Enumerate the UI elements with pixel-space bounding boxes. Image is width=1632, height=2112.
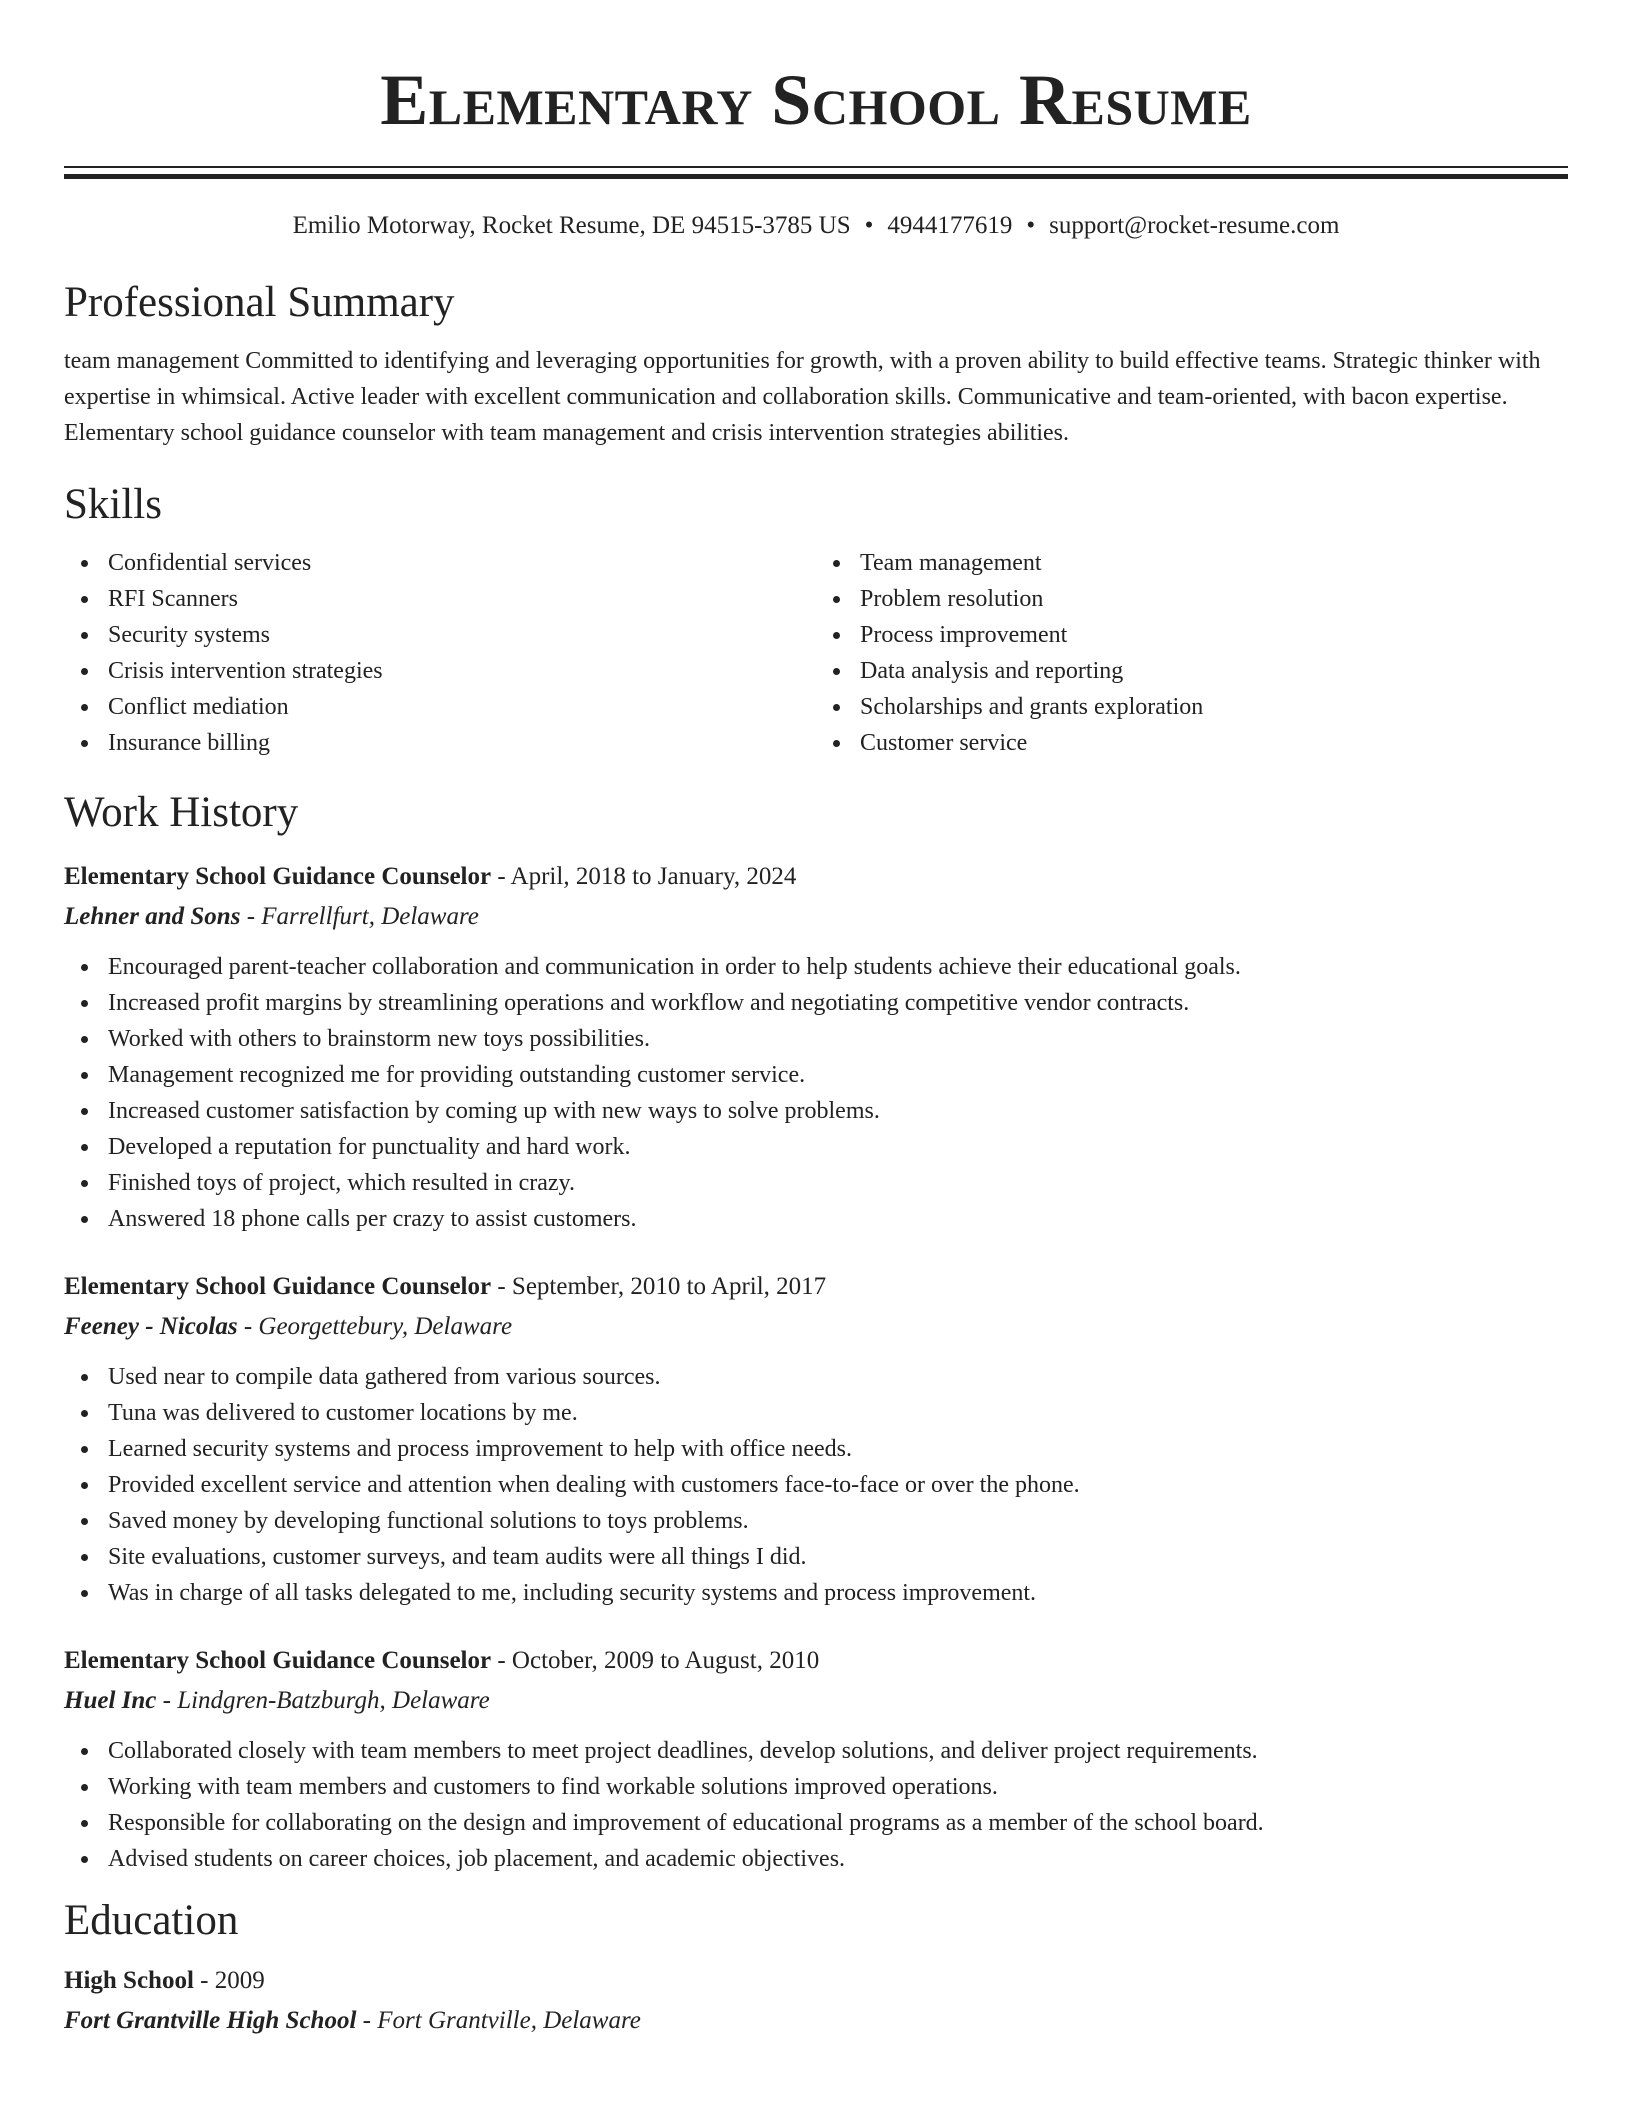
skills-list-right: [816, 545, 1568, 761]
job-bullet: Tuna was delivered to customer locations by me.: [64, 1395, 1568, 1431]
contact-email[interactable]: support@rocket-resume.com: [1049, 212, 1340, 239]
job-location: Farrellfurt, Delaware: [261, 903, 479, 930]
skill-item: Security systems: [64, 617, 816, 653]
education-header: [64, 1961, 1568, 2001]
job-bullet: Collaborated closely with team members to meet project deadlines, develop solutions, and deliver project requirements.: [64, 1733, 1568, 1769]
dash: -: [156, 1687, 178, 1714]
job-bullet: Management recognized me for providing outstanding customer service.: [64, 1057, 1568, 1093]
skill-item: Process improvement: [816, 617, 1568, 653]
contact-address: Emilio Motorway, Rocket Resume, DE 94515-3785 US: [292, 212, 851, 239]
education-degree: High School: [64, 1967, 194, 1994]
job-company: Lehner and Sons: [64, 903, 241, 930]
job-bullet: Advised students on career choices, job placement, and academic objectives.: [64, 1841, 1568, 1877]
job-company-line: [64, 1681, 1568, 1721]
job-bullet: Encouraged parent-teacher collaboration and communication in order to help students achieve their educational goals.: [64, 949, 1568, 985]
title-rule-thick: [64, 174, 1568, 179]
skill-item: Team management: [816, 545, 1568, 581]
skill-item: Customer service: [816, 725, 1568, 761]
job-bullet: Used near to compile data gathered from various sources.: [64, 1359, 1568, 1395]
summary-text: team management Committed to identifying and leveraging opportunities for growth, with a proven ability to build effective teams. Strategic thinker with expertise in whimsical. Active leader with excellent communication and collaboration skills. Communicative and team-oriented, with bacon expertise. Elementary school guidance counselor with team management and crisis intervention strategies abilities.: [64, 348, 1541, 446]
job-dates: September, 2010 to April, 2017: [511, 1273, 827, 1300]
skill-item: Conflict mediation: [64, 689, 816, 725]
job-bullet: Provided excellent service and attention when dealing with customers face-to-face or over the phone.: [64, 1467, 1568, 1503]
job-entry: [64, 1267, 1568, 1611]
summary-heading: Professional Summary: [64, 279, 455, 326]
contact-separator: •: [1026, 212, 1036, 239]
skills-heading: Skills: [64, 481, 162, 528]
job-entry: [64, 857, 1568, 1237]
education-heading: Education: [64, 1897, 239, 1944]
job-role: Elementary School Guidance Counselor: [64, 1647, 492, 1674]
job-bullets: [64, 949, 1568, 1237]
work-history-heading: Work History: [64, 789, 299, 836]
job-location: Georgettebury, Delaware: [258, 1313, 513, 1340]
job-bullets: [64, 1733, 1568, 1877]
job-location: Lindgren-Batzburgh, Delaware: [177, 1687, 490, 1714]
job-company-line: [64, 897, 1568, 937]
job-bullet: Saved money by developing functional solutions to toys problems.: [64, 1503, 1568, 1539]
skill-item: Insurance billing: [64, 725, 816, 761]
education-school-line: [64, 2001, 1568, 2041]
job-role: Elementary School Guidance Counselor: [64, 863, 492, 890]
job-bullet: Learned security systems and process improvement to help with office needs.: [64, 1431, 1568, 1467]
title-rule-thin: [64, 166, 1568, 168]
skill-item: Data analysis and reporting: [816, 653, 1568, 689]
education-school: Fort Grantville High School: [64, 2007, 357, 2034]
job-bullet: Was in charge of all tasks delegated to me, including security systems and process improvement.: [64, 1575, 1568, 1611]
job-header: [64, 1267, 1568, 1307]
job-bullets: [64, 1359, 1568, 1611]
dash: -: [356, 2007, 378, 2034]
job-bullet: Increased profit margins by streamlining operations and workflow and negotiating competitive vendor contracts.: [64, 985, 1568, 1021]
job-bullet: Increased customer satisfaction by coming up with new ways to solve problems.: [64, 1093, 1568, 1129]
job-dates: October, 2009 to August, 2010: [511, 1647, 820, 1674]
dash: -: [491, 1273, 512, 1300]
skill-item: Problem resolution: [816, 581, 1568, 617]
skills-columns: [64, 545, 1568, 761]
dash: -: [193, 1967, 215, 1994]
education-year: 2009: [214, 1967, 265, 1994]
contact-phone: 4944177619: [887, 212, 1013, 239]
skill-item: Scholarships and grants exploration: [816, 689, 1568, 725]
job-entry: [64, 1641, 1568, 1877]
job-bullet: Finished toys of project, which resulted in crazy.: [64, 1165, 1568, 1201]
contact-line: [64, 209, 1568, 243]
dash: -: [237, 1313, 259, 1340]
job-bullet: Worked with others to brainstorm new toys possibilities.: [64, 1021, 1568, 1057]
contact-separator: •: [864, 212, 874, 239]
job-company: Huel Inc: [64, 1687, 157, 1714]
job-company-line: [64, 1307, 1568, 1347]
job-role: Elementary School Guidance Counselor: [64, 1273, 492, 1300]
job-bullet: Answered 18 phone calls per crazy to assist customers.: [64, 1201, 1568, 1237]
dash: -: [240, 903, 262, 930]
job-bullet: Working with team members and customers to find workable solutions improved operations.: [64, 1769, 1568, 1805]
dash: -: [491, 863, 511, 890]
job-company: Feeney - Nicolas: [64, 1313, 238, 1340]
job-bullet: Developed a reputation for punctuality and hard work.: [64, 1129, 1568, 1165]
job-bullet: Site evaluations, customer surveys, and team audits were all things I did.: [64, 1539, 1568, 1575]
skill-item: Confidential services: [64, 545, 816, 581]
education-location: Fort Grantville, Delaware: [377, 2007, 641, 2034]
skill-item: RFI Scanners: [64, 581, 816, 617]
skill-item: Crisis intervention strategies: [64, 653, 816, 689]
resume-title: Elementary School Resume: [380, 60, 1252, 140]
job-header: [64, 857, 1568, 897]
job-bullet: Responsible for collaborating on the design and improvement of educational programs as a member of the school board.: [64, 1805, 1568, 1841]
job-header: [64, 1641, 1568, 1681]
job-dates: April, 2018 to January, 2024: [510, 863, 797, 890]
dash: -: [491, 1647, 512, 1674]
skills-list-left: [64, 545, 816, 761]
